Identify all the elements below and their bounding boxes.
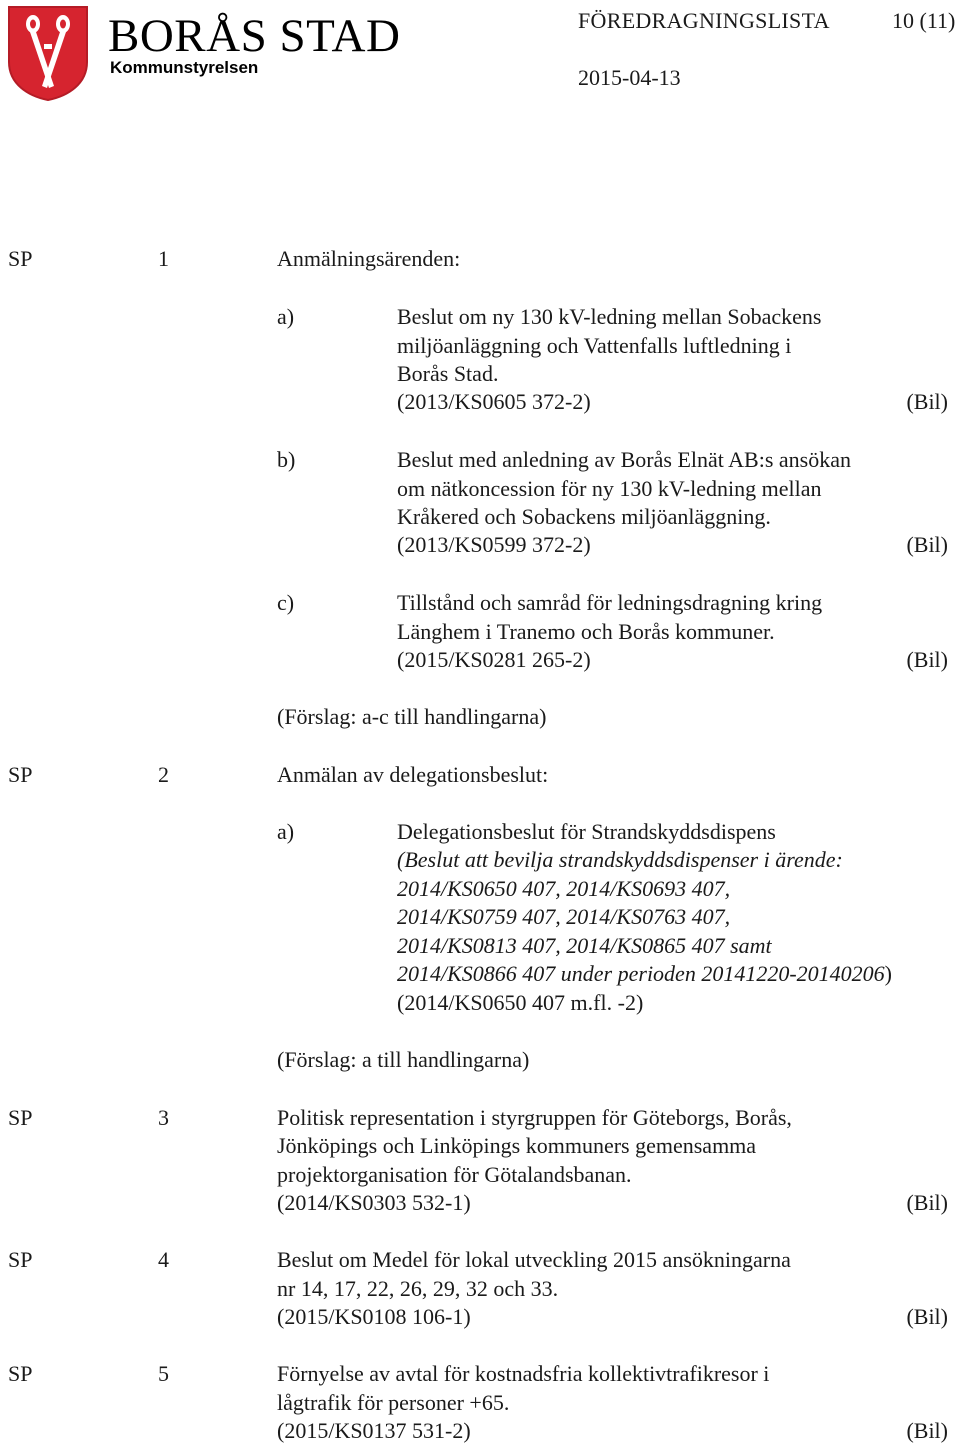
attachment-marker: (Bil) <box>906 389 948 414</box>
sub-item-italic-line: 2014/KS0759 407, 2014/KS0763 407, <box>397 904 731 929</box>
item-text-line: projektorganisation för Götalandsbanan. <box>277 1162 632 1187</box>
case-reference: (2014/KS0650 407 m.fl. -2) <box>397 990 644 1015</box>
sub-item-letter: a) <box>277 304 295 329</box>
sub-item-letter: a) <box>277 819 295 844</box>
sub-item-italic-line: 2014/KS0650 407, 2014/KS0693 407, <box>397 876 731 901</box>
attachment-marker: (Bil) <box>906 532 948 557</box>
item-number: 2 <box>158 762 169 787</box>
case-reference: (2014/KS0303 532-1) <box>277 1190 471 1215</box>
case-reference: (2015/KS0281 265-2) <box>397 647 591 672</box>
item-sp-label: SP <box>8 762 33 787</box>
case-reference: (2013/KS0605 372-2) <box>397 389 591 414</box>
item-number: 3 <box>158 1105 169 1130</box>
item-title: Anmälningsärenden: <box>277 246 461 271</box>
case-reference: (2015/KS0108 106-1) <box>277 1304 471 1329</box>
item-number: 4 <box>158 1247 169 1272</box>
sub-item-text-line: Tillstånd och samråd för ledningsdragning kring <box>397 590 823 615</box>
sub-item-italic-line: 2014/KS0813 407, 2014/KS0865 407 samt <box>397 933 772 958</box>
department-name: Kommunstyrelsen <box>110 58 259 77</box>
item-text-line: Jönköpings och Linköpings kommuners gemensamma <box>277 1133 757 1158</box>
attachment-marker: (Bil) <box>906 647 948 672</box>
item-number: 5 <box>158 1361 169 1386</box>
sub-item-italic-line: (Beslut att bevilja strandskyddsdispenser i ärende: <box>397 847 843 872</box>
item-sp-label: SP <box>8 1247 33 1272</box>
closing-paren: ) <box>884 961 892 986</box>
sub-item-text-line: Beslut med anledning av Borås Elnät AB:s ansökan <box>397 447 851 472</box>
sub-item-text-line: Borås Stad. <box>397 361 499 386</box>
case-reference: (2015/KS0137 531-2) <box>277 1418 471 1443</box>
sub-item-text-line: Delegationsbeslut för Strandskyddsdispens <box>397 819 776 844</box>
attachment-marker: (Bil) <box>906 1190 948 1215</box>
item-text-line: Politisk representation i styrgruppen för Göteborgs, Borås, <box>277 1105 792 1130</box>
sub-item-text-line: miljöanläggning och Vattenfalls luftledning i <box>397 333 792 358</box>
boras-coat-of-arms-logo <box>6 4 90 102</box>
item-text-line: lågtrafik för personer +65. <box>277 1390 510 1415</box>
sub-item-text-line: Länghem i Tranemo och Borås kommuner. <box>397 619 775 644</box>
sub-item-text-line: om nätkoncession för ny 130 kV-ledning mellan <box>397 476 822 501</box>
sub-item-text-line: Kråkered och Sobackens miljöanläggning. <box>397 504 771 529</box>
sub-item-letter: b) <box>277 447 296 472</box>
document-title: FÖREDRAGNINGSLISTA <box>578 8 830 33</box>
proposal-text: (Förslag: a-c till handlingarna) <box>277 704 547 729</box>
document-date: 2015-04-13 <box>578 65 681 90</box>
proposal-text: (Förslag: a till handlingarna) <box>277 1047 530 1072</box>
attachment-marker: (Bil) <box>906 1304 948 1329</box>
item-sp-label: SP <box>8 1105 33 1130</box>
item-text-line: Förnyelse av avtal för kostnadsfria kollektivtrafikresor i <box>277 1361 770 1386</box>
attachment-marker: (Bil) <box>906 1418 948 1443</box>
item-text-line: Beslut om Medel för lokal utveckling 2015 ansökningarna <box>277 1247 791 1272</box>
item-text-line: nr 14, 17, 22, 26, 29, 32 och 33. <box>277 1276 559 1301</box>
page-number: 10 (11) <box>892 8 956 33</box>
sub-item-italic-text: 2014/KS0866 407 under perioden 20141220-20140206 <box>397 961 885 986</box>
sub-item-letter: c) <box>277 590 295 615</box>
sub-item-italic-line-with-close <box>397 959 892 988</box>
item-title: Anmälan av delegationsbeslut: <box>277 762 549 787</box>
item-number: 1 <box>158 246 169 271</box>
coat-of-arms-icon <box>6 4 90 102</box>
item-sp-label: SP <box>8 1361 33 1386</box>
case-reference: (2013/KS0599 372-2) <box>397 532 591 557</box>
sub-item-text-line: Beslut om ny 130 kV-ledning mellan Sobackens <box>397 304 822 329</box>
item-sp-label: SP <box>8 246 33 271</box>
brand-name: BORÅS STAD <box>108 10 401 62</box>
